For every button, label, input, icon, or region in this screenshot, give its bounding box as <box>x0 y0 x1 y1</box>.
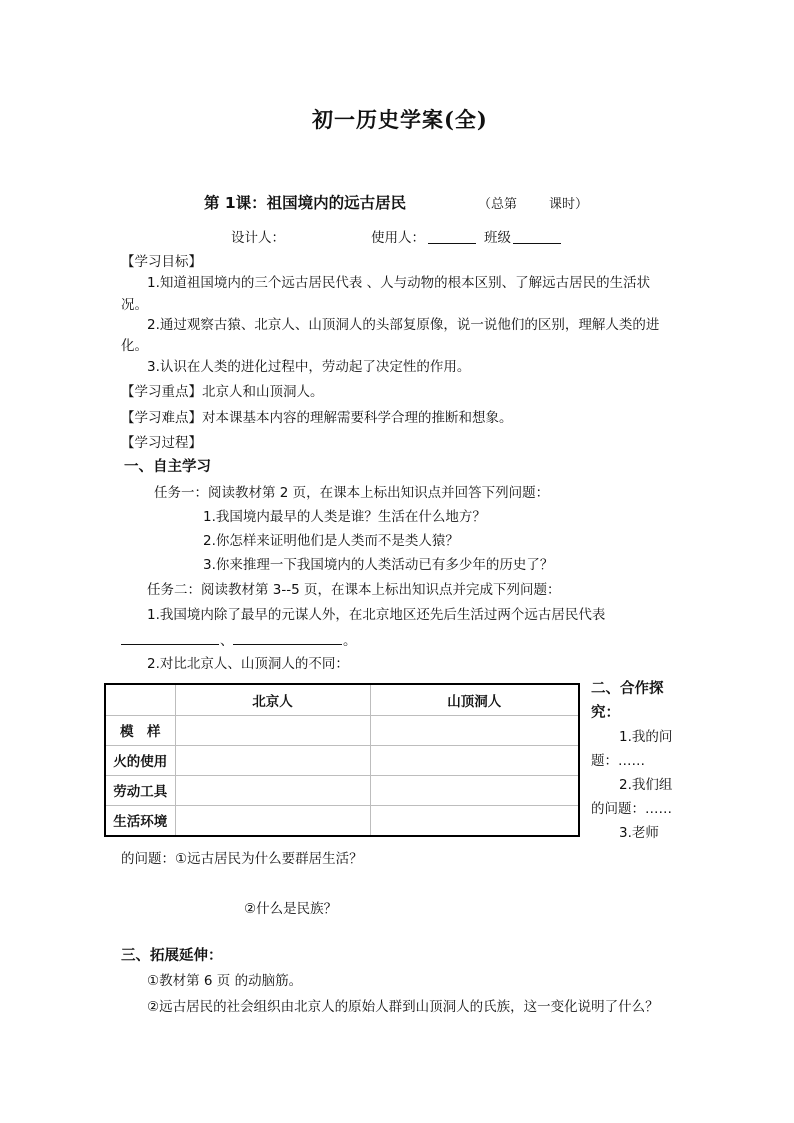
row-header-appearance: 模 样 <box>105 715 175 745</box>
goal-2-line-1: 2.通过观察古猿、北京人、山顶洞人的头部复原像，说一说他们的区别，理解人类的进 <box>147 317 660 333</box>
key-point: 【学习重点】北京人和山顶洞人。 <box>121 384 324 400</box>
table-cell[interactable] <box>175 715 370 745</box>
table-cell[interactable] <box>175 775 370 805</box>
comparison-table <box>104 683 580 837</box>
goals-header: 【学习目标】 <box>121 254 202 270</box>
row-header-tools: 劳动工具 <box>105 775 175 805</box>
table-cell[interactable] <box>370 805 579 836</box>
difficulty: 【学习难点】对本课基本内容的理解需要科学合理的推断和想象。 <box>121 410 513 426</box>
extension-item-2: ②远古居民的社会组织由北京人的原始人群到山顶洞人的氏族，这一变化说明了什么？ <box>147 999 659 1015</box>
section-2-heading-line-2: 究： <box>591 705 620 721</box>
lesson-total-suffix: 课时） <box>549 197 589 212</box>
goal-1-line-1: 1.知道祖国境内的三个远古居民代表 、人与动物的根本区别、了解远古居民的生活状 <box>147 275 651 291</box>
section-2-line-5: 2.我们组 <box>619 777 673 793</box>
task-1-question-2: 2.你怎样来证明他们是人类而不是类人猿？ <box>203 533 459 549</box>
answer-blank-1[interactable] <box>121 630 219 645</box>
goal-1-line-2: 况。 <box>121 297 148 313</box>
task-1-question-3: 3.你来推理一下我国境内的人类活动已有多少年的历史了？ <box>203 557 554 573</box>
table-row <box>105 715 579 745</box>
column-header-peking-man: 北京人 <box>175 684 370 715</box>
extension-item-1: ①教材第 6 页 的动脑筋。 <box>147 973 303 989</box>
page-title: 初一历史学案(全) <box>312 107 488 132</box>
column-header-upper-cave-man: 山顶洞人 <box>370 684 579 715</box>
section-2-heading-line-1: 二、合作探 <box>591 681 664 697</box>
table-row <box>105 805 579 836</box>
goal-3: 3.认识在人类的进化过程中，劳动起了决定性的作用。 <box>147 359 471 375</box>
teacher-question-2: ②什么是民族？ <box>244 901 338 917</box>
lesson-heading: 第 1课：祖国境内的远古居民 <box>204 194 407 212</box>
table-cell[interactable] <box>370 715 579 745</box>
goal-2-line-2: 化。 <box>121 338 148 354</box>
answer-blank-2[interactable] <box>233 630 342 645</box>
user-blank <box>428 229 476 244</box>
task-1-question-1: 1.我国境内最早的人类是谁？生活在什么地方？ <box>203 509 486 525</box>
section-2-line-4: 题：…… <box>591 753 645 769</box>
task-2: 任务二：阅读教材第 3--5 页，在课本上标出知识点并完成下列问题： <box>147 582 561 598</box>
table-row <box>105 775 579 805</box>
process-header: 【学习过程】 <box>121 435 202 451</box>
user-label: 使用人： <box>371 230 425 246</box>
table-cell[interactable] <box>175 745 370 775</box>
class-blank <box>513 229 561 244</box>
section-2-line-7: 3.老师 <box>619 825 659 841</box>
section-1-heading: 一、自主学习 <box>124 459 211 475</box>
table-cell[interactable] <box>175 805 370 836</box>
table-row <box>105 745 579 775</box>
table-cell[interactable] <box>370 775 579 805</box>
task-2-question-2: 2.对比北京人、山顶洞人的不同： <box>147 656 349 672</box>
task-2-question-1: 1.我国境内除了最早的元谋人外，在北京地区还先后生活过两个远古居民代表 <box>147 607 606 623</box>
section-3-heading: 三、拓展延伸： <box>121 948 223 964</box>
row-header-environment: 生活环境 <box>105 805 175 836</box>
table-corner-cell <box>105 684 175 715</box>
blank-separator: 、 <box>220 633 234 649</box>
teacher-question-1: 的问题：①远古居民为什么要群居生活？ <box>121 851 363 867</box>
section-2-line-6: 的问题：…… <box>591 801 672 817</box>
designer-label: 设计人： <box>231 230 285 246</box>
task-1: 任务一：阅读教材第 2 页，在课本上标出知识点并回答下列问题： <box>154 485 550 501</box>
section-2-line-3: 1.我的问 <box>619 729 673 745</box>
table-cell[interactable] <box>370 745 579 775</box>
class-label: 班级 <box>484 230 511 246</box>
row-header-fire-use: 火的使用 <box>105 745 175 775</box>
lesson-total-prefix: （总第 <box>478 197 518 212</box>
blank-end: 。 <box>343 633 357 649</box>
